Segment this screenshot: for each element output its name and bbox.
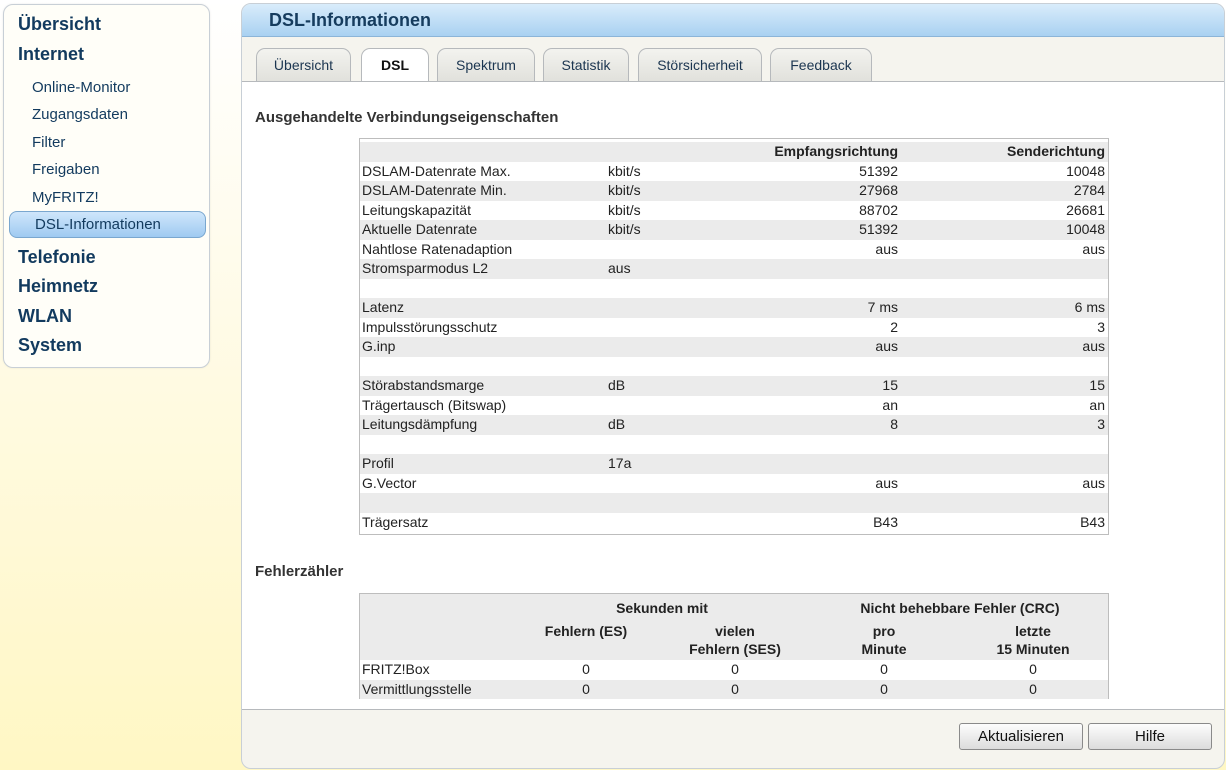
unit-cell: dB [608, 416, 626, 432]
sidebar-item-home-network[interactable]: Heimnetz [18, 276, 99, 296]
send-value: 10048 [1066, 221, 1105, 237]
main-panel [241, 3, 1225, 769]
tab-overview[interactable]: Übersicht [256, 48, 351, 81]
row-label: Latenz [362, 299, 405, 315]
receive-value: aus [875, 474, 898, 491]
table-row [360, 240, 1108, 260]
row-label: Leitungsdämpfung [362, 416, 478, 432]
es-value: 0 [582, 680, 590, 697]
unit-cell: 17a [608, 455, 632, 471]
row-label: Vermittlungsstelle [362, 680, 472, 697]
receive-direction-header: Empfangsrichtung [774, 143, 898, 159]
table-row [360, 279, 1108, 299]
unit-cell: dB [608, 377, 626, 393]
per-minute-header-line2: Minute [861, 641, 907, 657]
table-row [360, 181, 1108, 201]
row-label: Stromsparmodus L2 [362, 260, 489, 276]
sidebar-item-internet[interactable]: Internet [18, 44, 85, 64]
ses-value: 0 [731, 680, 739, 697]
unit-cell: kbit/s [608, 162, 641, 179]
row-label: Trägertausch (Bitswap) [362, 396, 507, 413]
send-value: 26681 [1066, 201, 1105, 218]
send-value: aus [1082, 474, 1105, 491]
unit-cell: aus [608, 260, 631, 276]
tab-spectrum[interactable]: Spektrum [437, 48, 535, 81]
send-value: 6 ms [1074, 299, 1105, 315]
row-label: DSLAM-Datenrate Min. [362, 182, 507, 198]
es-value: 0 [582, 661, 590, 677]
footer-divider [242, 709, 1224, 710]
table-row [360, 318, 1108, 338]
sidebar-item-access-data[interactable]: Zugangsdaten [32, 106, 128, 123]
per-minute-value: 0 [880, 661, 888, 677]
sidebar-item-wlan[interactable]: WLAN [18, 306, 72, 326]
table-row [360, 513, 1108, 533]
table-row [360, 259, 1108, 279]
last-15-minutes-header-line1: letzte [1015, 623, 1051, 639]
send-value: 2784 [1073, 182, 1105, 198]
ses-column-header-line2: Fehlern (SES) [689, 641, 781, 657]
row-label: Aktuelle Datenrate [362, 221, 478, 237]
table-row [360, 680, 1108, 700]
sidebar-item-telephony[interactable]: Telefonie [18, 247, 96, 267]
table-row [360, 454, 1108, 474]
send-value: aus [1082, 338, 1105, 354]
send-value: 15 [1089, 377, 1105, 393]
unit-cell: kbit/s [608, 182, 641, 198]
tab-content [242, 82, 1224, 709]
row-label: DSLAM-Datenrate Max. [362, 162, 511, 179]
row-label: G.inp [362, 338, 396, 354]
send-value: aus [1082, 240, 1105, 257]
table-row [360, 396, 1108, 416]
sidebar-item-overview[interactable]: Übersicht [18, 14, 102, 34]
refresh-button[interactable]: Aktualisieren [959, 723, 1083, 750]
receive-value: an [882, 396, 898, 413]
connection-properties-table [359, 138, 1109, 535]
last-15-minutes-header-line2: 15 Minuten [996, 641, 1070, 657]
receive-value: B43 [873, 513, 898, 530]
row-label: Profil [362, 455, 394, 471]
tab-dsl[interactable]: DSL [361, 48, 429, 83]
sidebar-item-shares[interactable]: Freigaben [32, 161, 100, 178]
row-label: Störabstandsmarge [362, 377, 485, 393]
unit-cell: kbit/s [608, 201, 641, 218]
per-minute-value: 0 [880, 680, 888, 697]
tab-feedback[interactable]: Feedback [770, 48, 872, 81]
send-value: B43 [1080, 513, 1105, 530]
receive-value: 51392 [859, 221, 898, 237]
row-label: G.Vector [362, 474, 417, 491]
last-15-minutes-value: 0 [1029, 680, 1037, 697]
table-row [360, 201, 1108, 221]
title-bar [242, 4, 1224, 37]
send-direction-header: Senderichtung [1006, 143, 1105, 159]
sidebar-item-online-monitor[interactable]: Online-Monitor [32, 79, 131, 96]
table-row [360, 357, 1108, 377]
ses-value: 0 [731, 661, 739, 677]
receive-value: 7 ms [867, 299, 898, 315]
receive-value: aus [875, 240, 898, 257]
receive-value: 15 [882, 377, 898, 393]
send-value: 10048 [1066, 162, 1105, 179]
tab-interference-immunity[interactable]: Störsicherheit [638, 48, 762, 81]
error-counter-section-title: Fehlerzähler [255, 563, 344, 580]
table-row [360, 474, 1108, 494]
table-row [360, 376, 1108, 396]
row-label: Impulsstörungsschutz [362, 318, 498, 335]
table-row [360, 660, 1108, 680]
page-title: DSL-Informationen [269, 10, 431, 30]
table-row [360, 493, 1108, 513]
receive-value: 88702 [859, 201, 898, 218]
receive-value: 51392 [859, 162, 898, 179]
receive-value: aus [875, 338, 898, 354]
sidebar-item-filter[interactable]: Filter [32, 134, 66, 151]
table-row [360, 435, 1108, 455]
unit-cell: kbit/s [608, 221, 641, 237]
crc-group-header: Nicht behebbare Fehler (CRC) [860, 600, 1060, 616]
per-minute-header-line1: pro [872, 623, 896, 639]
tab-statistics[interactable]: Statistik [543, 48, 629, 81]
sidebar-item-myfritz[interactable]: MyFRITZ! [32, 189, 99, 206]
table-row [360, 220, 1108, 240]
ses-column-header-line1: vielen [715, 623, 755, 639]
table-row [360, 162, 1108, 182]
sidebar-nav [3, 4, 210, 368]
last-15-minutes-value: 0 [1029, 661, 1037, 677]
row-label: Leitungskapazität [362, 201, 471, 218]
send-value: 3 [1097, 318, 1105, 335]
row-label: Trägersatz [362, 513, 429, 530]
connection-section-title: Ausgehandelte Verbindungseigenschaften [255, 109, 559, 126]
receive-value: 8 [890, 416, 898, 432]
es-column-header: Fehlern (ES) [544, 623, 628, 639]
table-row [360, 337, 1108, 357]
table-row [360, 298, 1108, 318]
error-counter-table [359, 593, 1109, 699]
help-button[interactable]: Hilfe [1088, 723, 1212, 750]
send-value: 3 [1097, 416, 1105, 432]
table-row [360, 415, 1108, 435]
table-header-row [360, 142, 1108, 162]
row-label: FRITZ!Box [362, 661, 430, 677]
sidebar-item-dsl-information[interactable]: DSL-Informationen [9, 211, 206, 238]
send-value: an [1089, 396, 1105, 413]
receive-value: 2 [890, 318, 898, 335]
seconds-with-group-header: Sekunden mit [616, 600, 708, 616]
row-label: Nahtlose Ratenadaption [362, 240, 513, 257]
sidebar-item-system[interactable]: System [18, 335, 83, 355]
receive-value: 27968 [859, 182, 898, 198]
